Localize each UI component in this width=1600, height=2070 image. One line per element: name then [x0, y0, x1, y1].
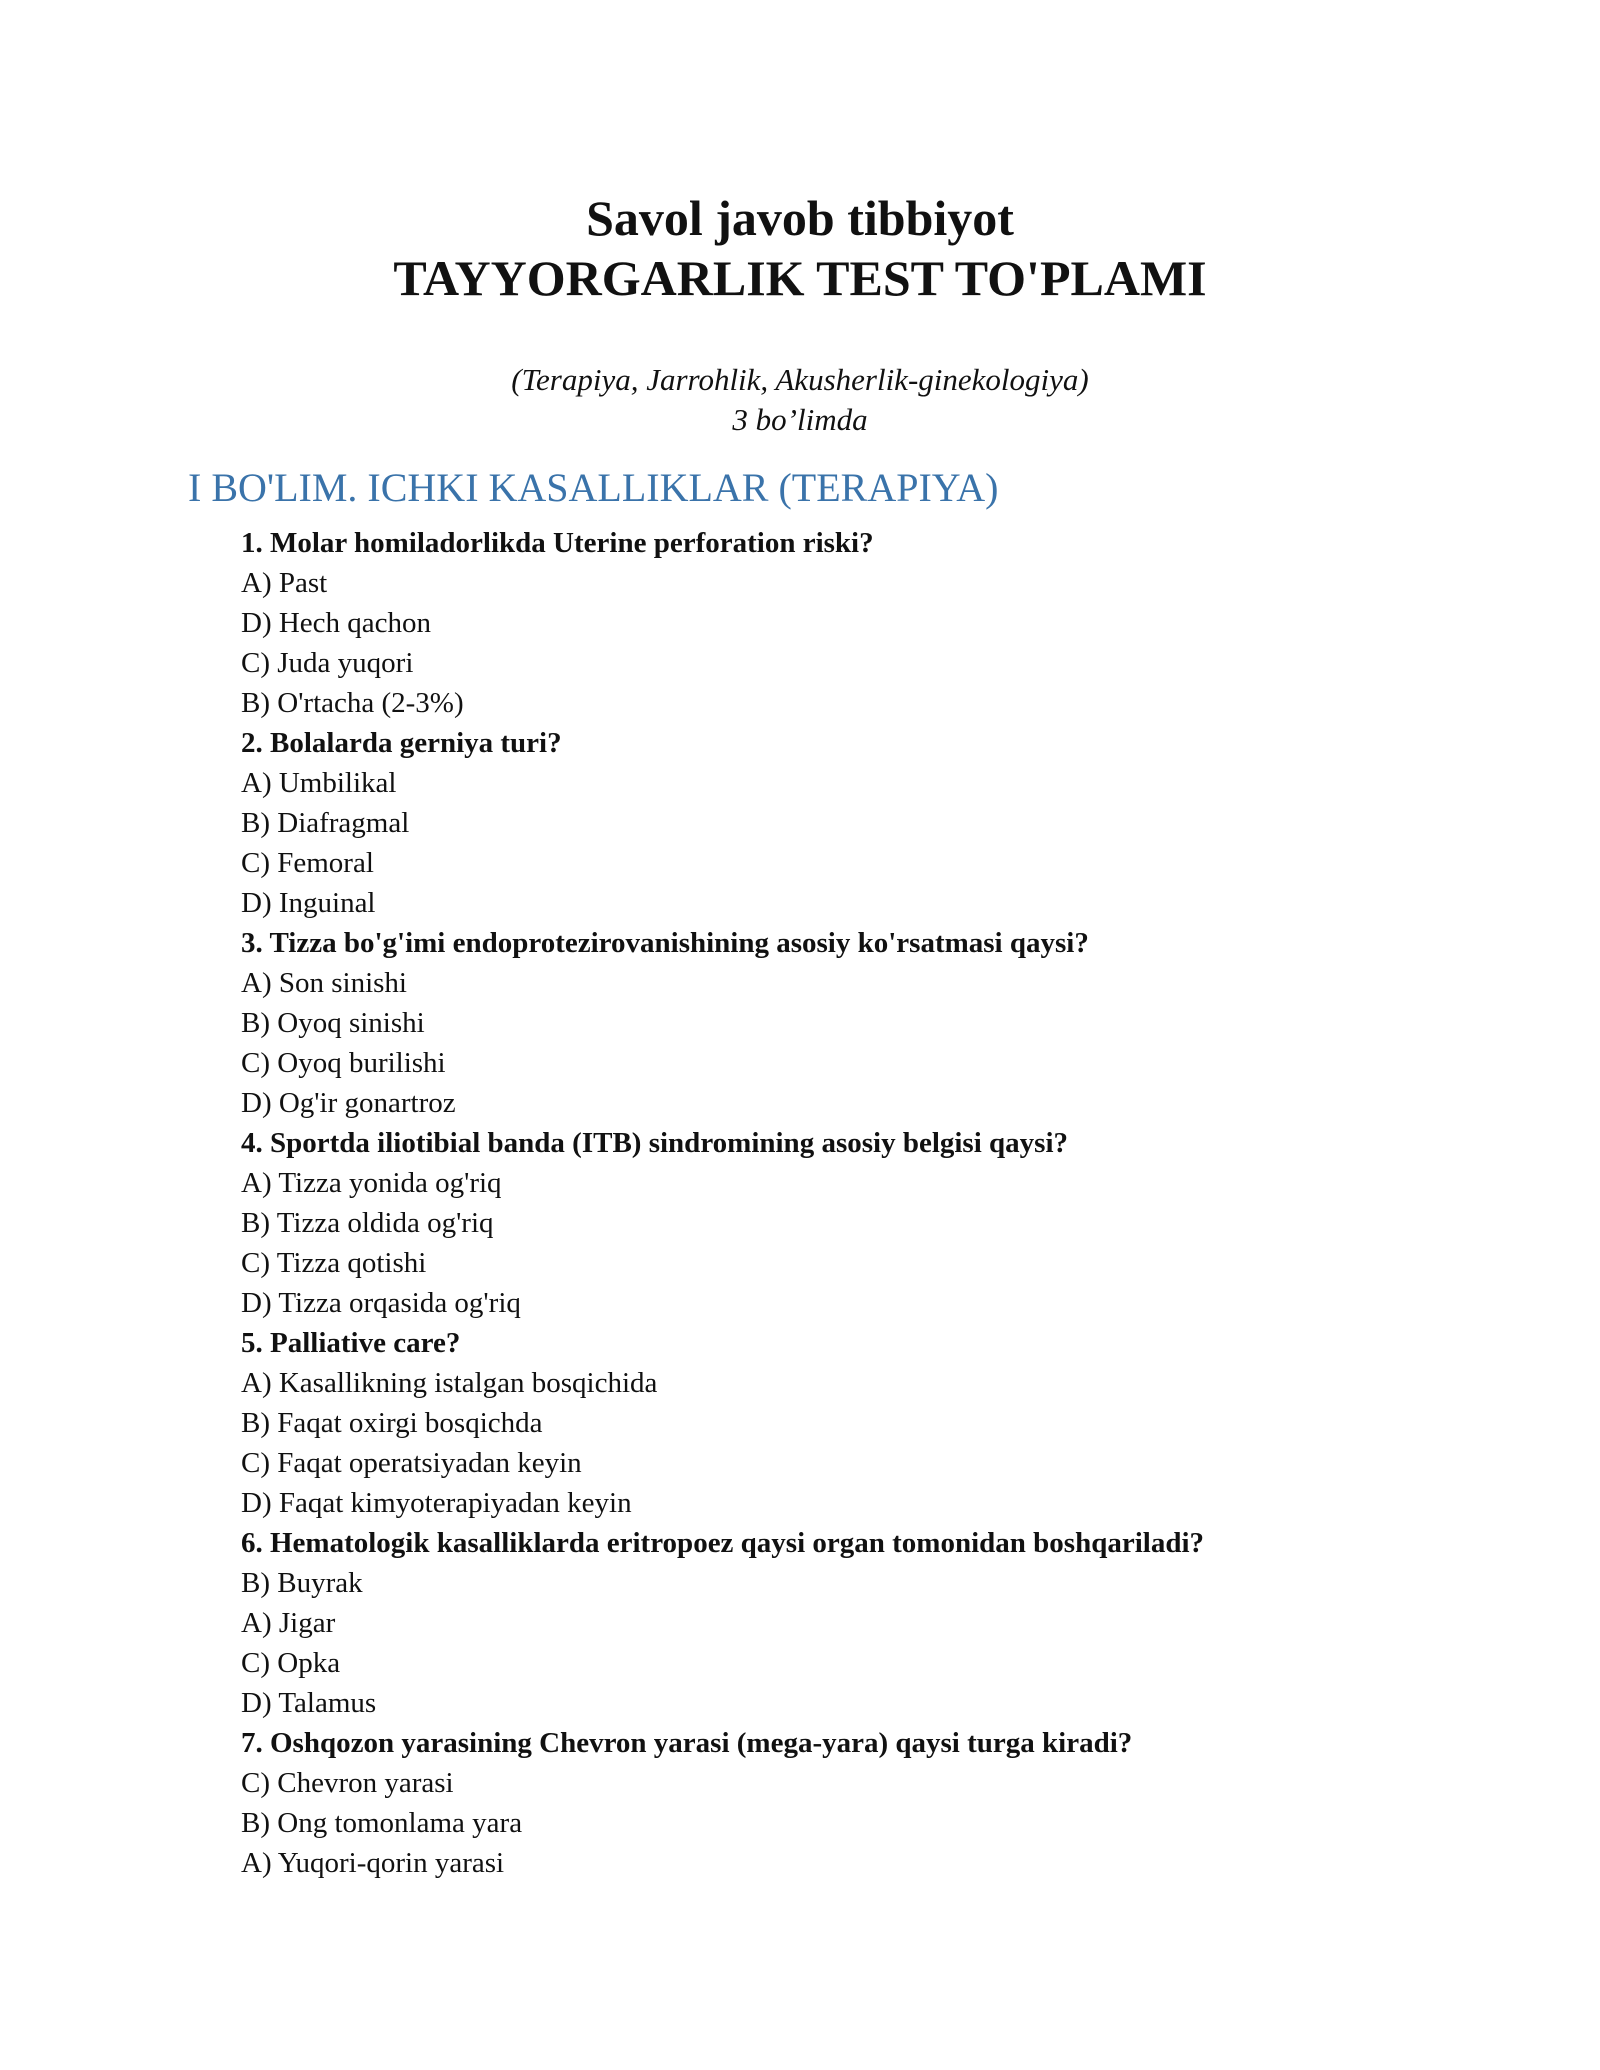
title-block — [0, 188, 1600, 308]
question-item — [241, 1323, 1441, 1523]
section-heading: I BO'LIM. ICHKI KASALLIKLAR (TERAPIYA) — [188, 465, 999, 510]
question-item — [241, 1523, 1441, 1723]
answer-option: A) Tizza yonida og'riq — [241, 1167, 502, 1199]
question-item — [241, 1723, 1441, 1883]
question-item — [241, 523, 1441, 723]
question-text: 5. Palliative care? — [241, 1327, 461, 1359]
answer-option: D) Hech qachon — [241, 607, 432, 639]
subtitle-line-2: 3 bo’limda — [732, 402, 868, 437]
title-line-2: TAYYORGARLIK TEST TO'PLAMI — [393, 250, 1207, 306]
answer-option: C) Femoral — [241, 847, 374, 879]
question-text: 1. Molar homiladorlikda Uterine perforation riski? — [241, 527, 874, 559]
question-item — [241, 1123, 1441, 1323]
answer-option: C) Chevron yarasi — [241, 1767, 454, 1799]
question-text: 3. Tizza bo'g'imi endoprotezirovanishining asosiy ko'rsatmasi qaysi? — [241, 927, 1089, 959]
answer-option: A) Kasallikning istalgan bosqichida — [241, 1367, 658, 1399]
answer-option: D) Faqat kimyoterapiyadan keyin — [241, 1487, 632, 1519]
subtitle-block — [0, 360, 1600, 440]
answer-option: D) Talamus — [241, 1687, 377, 1719]
question-text: 6. Hematologik kasalliklarda eritropoez qaysi organ tomonidan boshqariladi? — [241, 1527, 1205, 1559]
answer-option: B) Diafragmal — [241, 807, 410, 839]
answer-option: B) Oyoq sinishi — [241, 1007, 425, 1039]
answer-option: D) Inguinal — [241, 887, 376, 919]
answer-option: A) Son sinishi — [241, 967, 407, 999]
answer-option: B) Faqat oxirgi bosqichda — [241, 1407, 543, 1439]
question-list — [241, 523, 1441, 1883]
answer-option: B) Ong tomonlama yara — [241, 1807, 523, 1839]
question-text: 2. Bolalarda gerniya turi? — [241, 727, 562, 759]
answer-option: C) Opka — [241, 1647, 341, 1679]
subtitle-line-1: (Terapiya, Jarrohlik, Akusherlik-ginekologiya) — [511, 362, 1089, 397]
answer-option: C) Juda yuqori — [241, 647, 414, 679]
title-line-1: Savol javob tibbiyot — [586, 190, 1014, 246]
answer-option: D) Tizza orqasida og'riq — [241, 1287, 521, 1319]
question-item — [241, 923, 1441, 1123]
question-item — [241, 723, 1441, 923]
answer-option: B) Tizza oldida og'riq — [241, 1207, 494, 1239]
answer-option: B) Buyrak — [241, 1567, 363, 1599]
answer-option: A) Umbilikal — [241, 767, 397, 799]
answer-option: A) Past — [241, 567, 328, 599]
question-text: 7. Oshqozon yarasining Chevron yarasi (mega-yara) qaysi turga kiradi? — [241, 1727, 1133, 1759]
answer-option: A) Yuqori-qorin yarasi — [241, 1847, 505, 1879]
answer-option: C) Tizza qotishi — [241, 1247, 427, 1279]
answer-option: D) Og'ir gonartroz — [241, 1087, 456, 1119]
answer-option: B) O'rtacha (2-3%) — [241, 687, 464, 719]
answer-option: A) Jigar — [241, 1607, 336, 1639]
question-text: 4. Sportda iliotibial banda (ITB) sindromining asosiy belgisi qaysi? — [241, 1127, 1068, 1159]
answer-option: C) Faqat operatsiyadan keyin — [241, 1447, 582, 1479]
answer-option: C) Oyoq burilishi — [241, 1047, 446, 1079]
